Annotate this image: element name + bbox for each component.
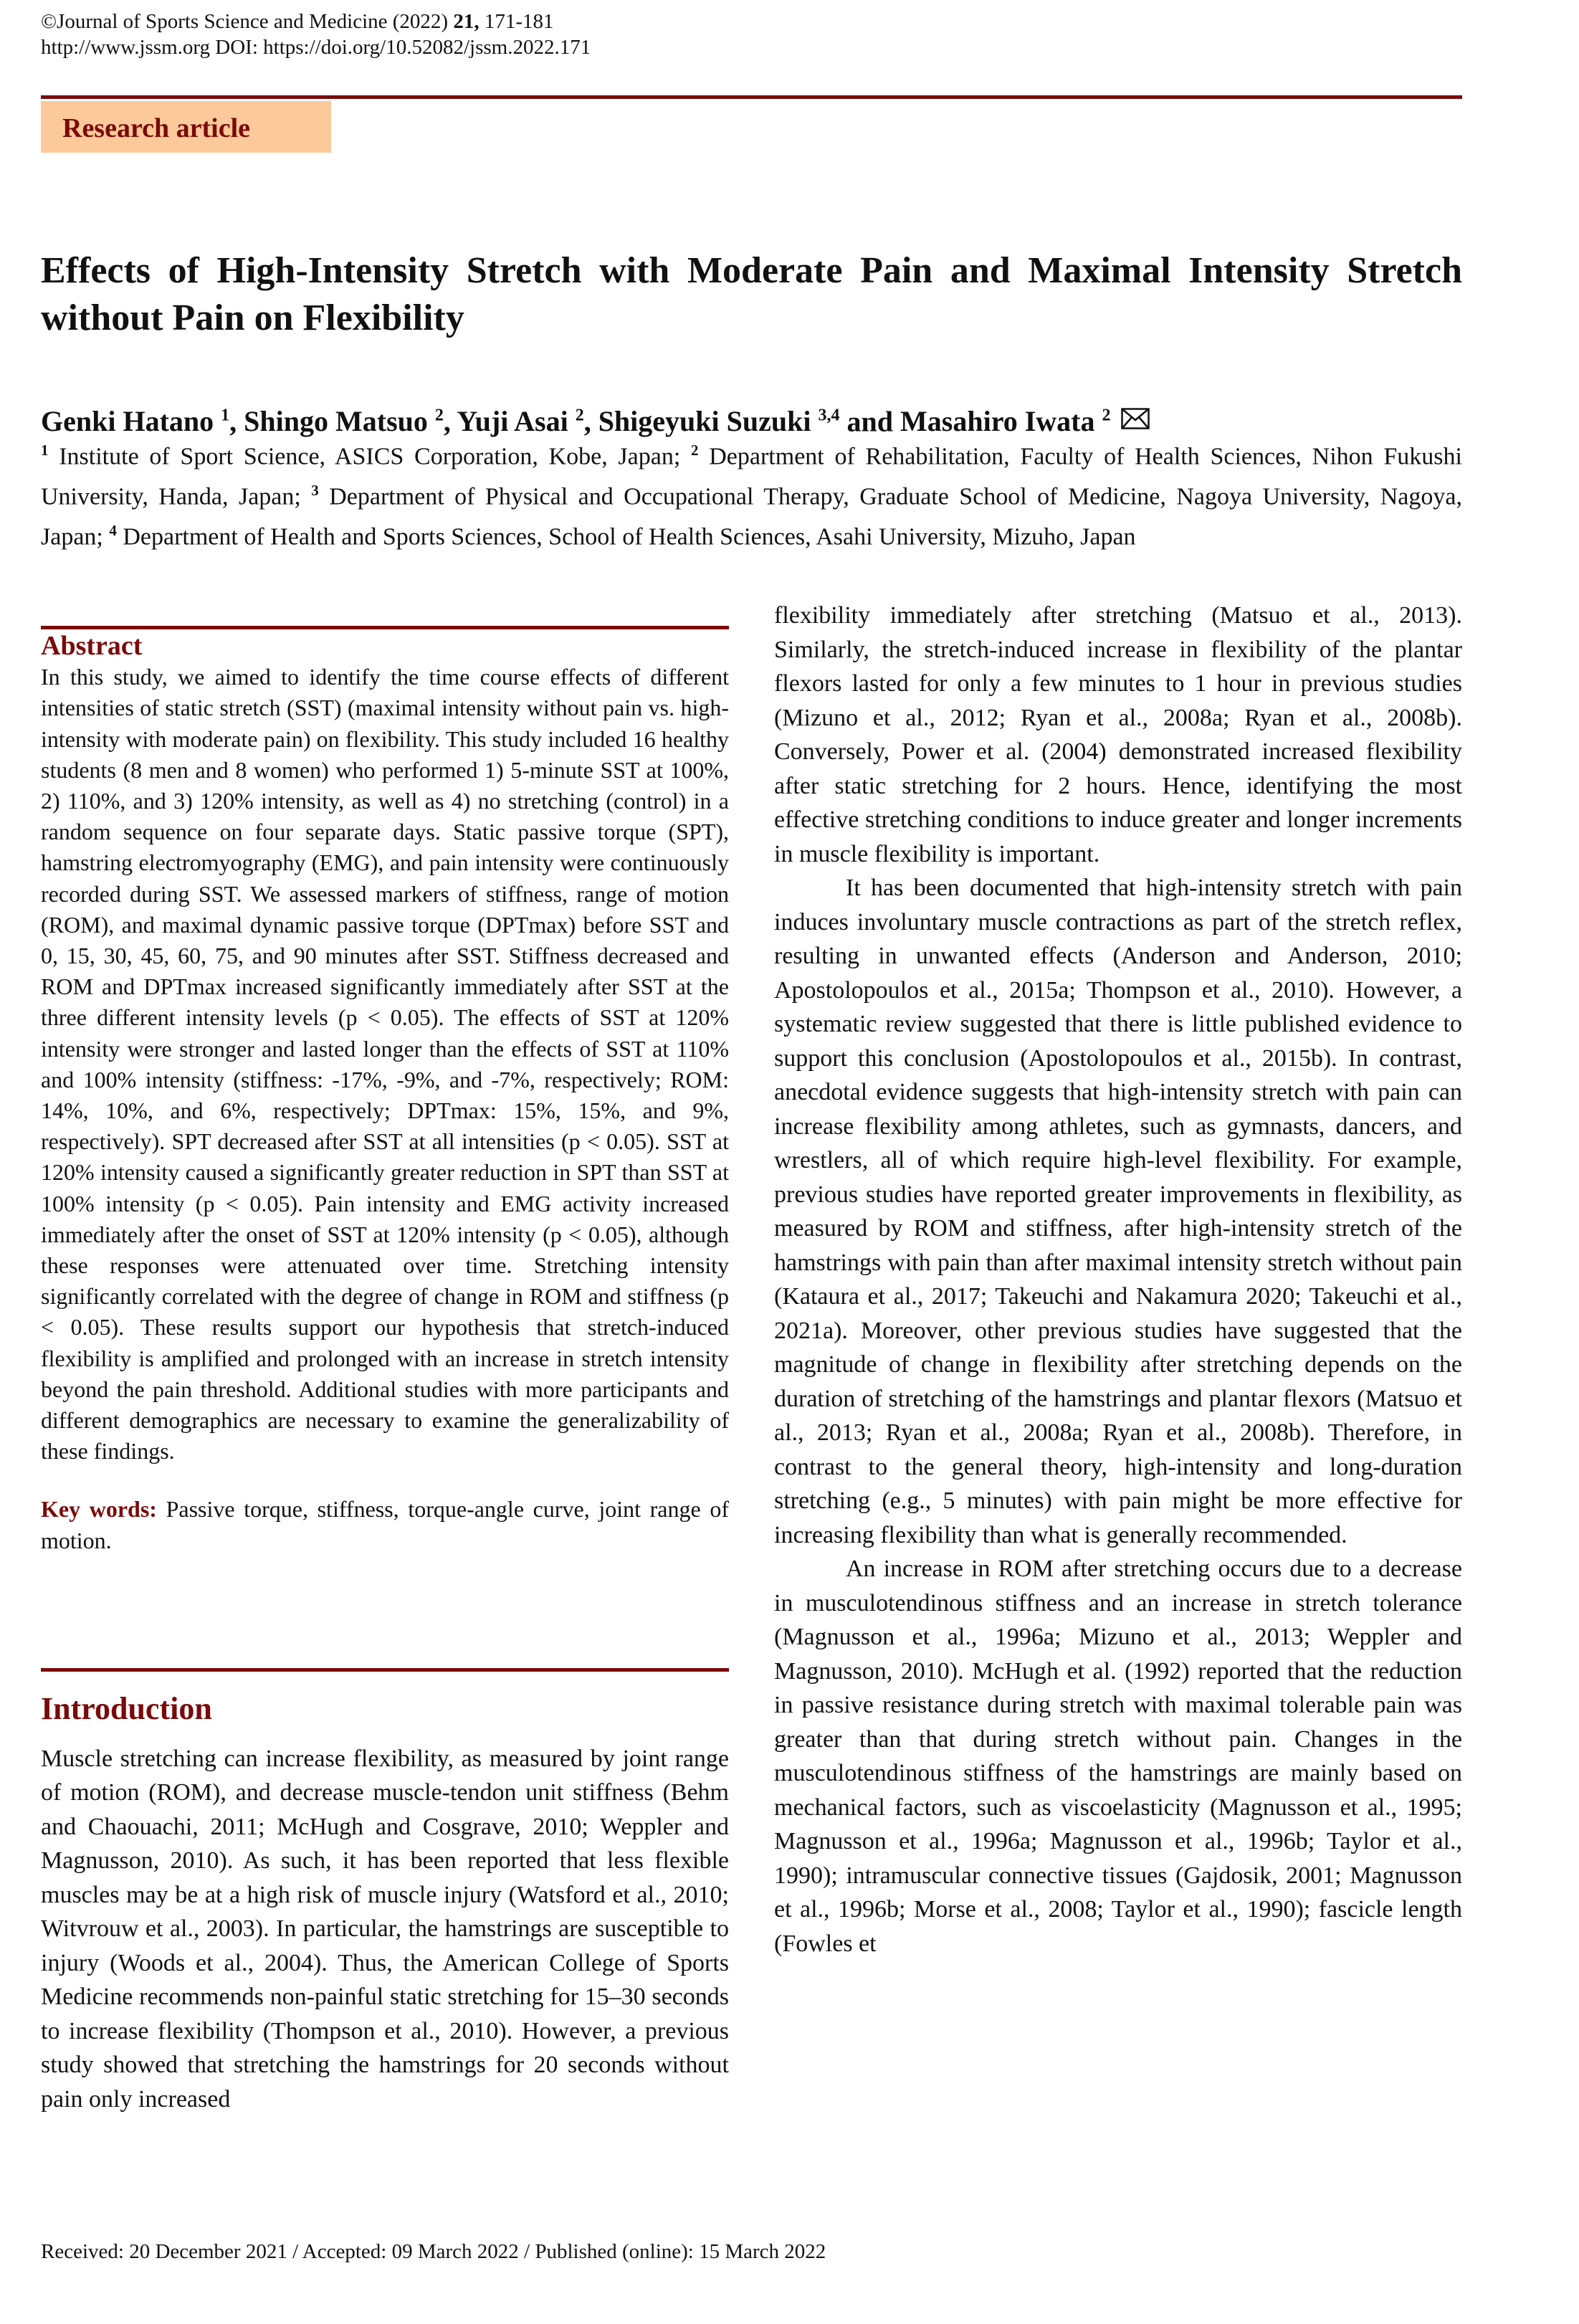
article-type-badge: Research article — [41, 101, 331, 153]
abstract-heading: Abstract — [41, 631, 143, 661]
right-column — [774, 599, 1462, 1961]
abstract-text: In this study, we aimed to identify the time course effects of different intensities of static stretch (SST) (maximal intensity without pain vs. high-intensity with moderate pain) on flexibility. This study included 16 healthy students (8 men and 8 women) who performed 1) 5-minute SST at 100%, 2) 110%, and 3) 120% intensity, as well as 4) no stretching (control) in a random sequence on four separate days. Static passive torque (SPT), hamstring electromyography (EMG), and pain intensity were continuously recorded during SST. We assessed markers of stiffness, range of motion (ROM), and maximal dynamic passive torque (DPTmax) before SST and 0, 15, 30, 45, 60, 75, and 90 minutes after SST. Stiffness decreased and ROM and DPTmax increased significantly immediately after SST at the three different intensity levels (p < 0.05). The effects of SST at 120% intensity were stronger and lasted longer than the effects of SST at 110% and 100% intensity (stiffness: -17%, -9%, and -7%, respectively; ROM: 14%, 10%, and 6%, respectively; DPTmax: 15%, 15%, and 9%, respectively). SPT decreased after SST at all intensities (p < 0.05). SST at 120% intensity caused a significantly greater reduction in SPT than SST at 100% intensity (p < 0.05). Pain intensity and EMG activity increased immediately after the onset of SST at 120% intensity (p < 0.05), although these responses were attenuated over time. Stretching intensity significantly correlated with the degree of change in ROM and stiffness (p < 0.05). These results support our hypothesis that stretch-induced flexibility is amplified and prolonged with an increase in stretch intensity beyond the pain threshold. Additional studies with more participants and different demographics are necessary to examine the generalizability of these findings. — [41, 664, 729, 1465]
author: Masahiro Iwata $^2$ — [900, 405, 1111, 438]
author: Yuji Asai $^2$ — [457, 405, 584, 438]
header-divider — [41, 95, 1462, 99]
journal-header — [41, 9, 591, 60]
publication-dates: Received: 20 December 2021 / Accepted: 09 March 2022 / Published (online): 15 March 2022 — [41, 2240, 826, 2263]
intro-paragraph: flexibility immediately after stretching (Matsuo et al., 2013). Similarly, the stretch-induced increase in flexibility of the plantar flexors lasted for only a few minutes to 1 hour in previous studies (Mizuno et al., 2012; Ryan et al., 2008a; Ryan et al., 2008b). Conversely, Power et al. (2004) demonstrated increased flexibility after static stretching for 2 hours. Hence, identifying the most effective stretching conditions to induce greater and longer increments in muscle flexibility is important. — [774, 602, 1462, 867]
abstract-section — [41, 631, 729, 1556]
author: Genki Hatano $^1$ — [41, 405, 230, 438]
abstract-bottom-rule — [41, 1668, 729, 1672]
article-title: Effects of High-Intensity Stretch with Moderate Pain and Maximal Intensity Stretch without Pain on Flexibility — [41, 250, 1462, 338]
intro-paragraph: It has been documented that high-intensity stretch with pain induces involuntary muscle contractions as part of the stretch reflex, resulting in unwanted effects (Anderson and Anderson, 2010; Apostolopoulos et al., 2015a; Thompson et al., 2010). However, a systematic review suggested that there is little published evidence to support this conclusion (Apostolopoulos et al., 2015b). In contrast, anecdotal evidence suggests that high-intensity stretch with pain can increase flexibility among athletes, such as gymnasts, dancers, and wrestlers, all of which require high-level flexibility. For example, previous studies have reported greater improvements in flexibility, as measured by ROM and stiffness, after high-intensity stretch of the hamstrings with pain than after maximal intensity stretch without pain (Kataura et al., 2017; Takeuchi and Nakamura 2020; Takeuchi et al., 2021a). Moreover, other previous studies have suggested that the magnitude of change in flexibility after stretching depends on the duration of stretching of the hamstrings and plantar flexors (Matsuo et al., 2013; Ryan et al., 2008a; Ryan et al., 2008b). Therefore, in contrast to the general theory, high-intensity and long-duration stretching (e.g., 5 minutes) with pain might be more effective for increasing flexibility than what is generally recommended. — [774, 875, 1462, 1548]
journal-citation: ©Journal of Sports Science and Medicine (2022) 21, 171-181 — [41, 10, 554, 33]
envelope-icon[interactable] — [1121, 402, 1150, 424]
affiliations: $^1$ Institute of Sport Science, ASICS Corporation, Kobe, Japan; $^2$ Department of Rehabilitation, Faculty of Health Sciences, Nihon Fukushi University, Handa, Japan; $^3$ Department of Physical and Occupational Therapy, Graduate School of Medicine, Nagoya University, Nagoya, Japan; $^4$ Department of Health and Sports Sciences, School of Health Sciences, Asahi University, Mizuho, Japan — [41, 442, 1462, 550]
doi-line[interactable]: http://www.jssm.org DOI: https://doi.org/10.52082/jssm.2022.171 — [41, 36, 591, 59]
intro-paragraph: An increase in ROM after stretching occurs due to a decrease in musculotendinous stiffness and an increase in stretch tolerance (Magnusson et al., 1996a; Mizuno et al., 2013; Weppler and Magnusson, 2010). McHugh et al. (1992) reported that the reduction in passive resistance during stretch with maximal tolerable pain was greater than that during stretch without pain. Changes in the musculotendinous stiffness of the hamstrings are mainly based on mechanical factors, such as viscoelasticity (Magnusson et al., 1995; Magnusson et al., 1996a; Magnusson et al., 1996b; Taylor et al., 1990); intramuscular connective tissues (Gajdosik, 2001; Magnusson et al., 1996b; Morse et al., 2008; Taylor et al., 1990); fascicle length (Fowles et — [774, 1556, 1462, 1957]
keywords: Key words: Passive torque, stiffness, torque-angle curve, joint range of motion. — [41, 1496, 730, 1553]
abstract-top-rule — [41, 626, 729, 629]
introduction-heading: Introduction — [41, 1691, 212, 1726]
author: Shigeyuki Suzuki $^{3,4}$ — [598, 405, 840, 438]
author-list: Genki Hatano $^1$, Shingo Matsuo $^2$, Yuji Asai $^2$, Shigeyuki Suzuki $^{3,4}$ and Masahiro Iwata $^2$ — [41, 398, 1462, 439]
author: Shingo Matsuo $^2$ — [244, 405, 444, 438]
intro-paragraph: Muscle stretching can increase flexibility, as measured by joint range of motion (ROM), and decrease muscle-tendon unit stiffness (Behm and Chaouachi, 2011; McHugh and Cosgrave, 2010; Weppler and Magnusson, 2010). As such, it has been reported that less flexible muscles may be at a high risk of muscle injury (Watsford et al., 2010; Witvrouw et al., 2003). In particular, the hamstrings are susceptible to injury (Woods et al., 2004). Thus, the American College of Sports Medicine recommends non-painful static stretching for 15–30 seconds to increase flexibility (Thompson et al., 2010). However, a previous study showed that stretching the hamstrings for 20 seconds without pain only increased — [41, 1745, 729, 2113]
introduction-section — [41, 1692, 729, 2116]
